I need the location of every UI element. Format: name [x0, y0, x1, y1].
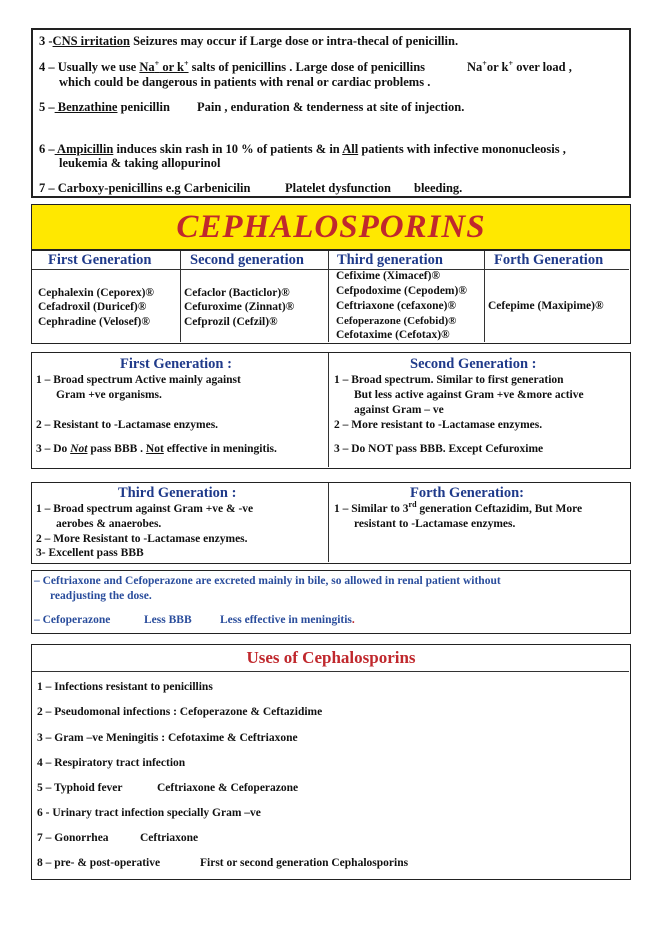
first-gen-point-1: 1 – Broad spectrum Active mainly against	[36, 374, 241, 386]
fourth-gen-point-1: 1 – Similar to 3rd generation Ceftazidim, But More	[334, 500, 583, 515]
note-7: 7 – Carboxy-penicillins e.g Carbenicilin	[39, 181, 251, 195]
first-gen-drug: Cefadroxil (Duricef)®	[38, 301, 147, 313]
note-5: 5 – Benzathine penicillin	[39, 100, 170, 114]
first-gen-point-3: 3 – Do Not pass BBB . Not effective in meningitis.	[36, 443, 277, 455]
use-item-6: 6 - Urinary tract infection specially Gram –ve	[37, 807, 261, 819]
second-gen-drug: Cefprozil (Cefzil)®	[184, 316, 278, 328]
first-gen-point-1b: Gram +ve organisms.	[56, 389, 162, 401]
note-7-mid: Platelet dysfunction	[285, 181, 391, 195]
first-gen-drug: Cephalexin (Ceporex)®	[38, 287, 155, 299]
use-item-7: 7 – Gonorrhea	[37, 832, 109, 844]
use-item-1: 1 – Infections resistant to penicillins	[37, 681, 213, 693]
use-item-8: 8 – pre- & post-operative	[37, 857, 161, 869]
second-gen-point-1b: But less active against Gram +ve &more active	[354, 389, 584, 401]
use-item-8-right: First or second generation Cephalosporins	[200, 857, 409, 869]
note-3: 3 -CNS irritation Seizures may occur if Large dose or intra-thecal of penicillin.	[39, 34, 459, 48]
use-item-2: 2 – Pseudomonal infections : Cefoperazone & Ceftazidime	[37, 706, 323, 718]
note-4-line2: which could be dangerous in patients with renal or cardiac problems .	[59, 75, 431, 89]
use-item-5-right: Ceftriaxone & Cefoperazone	[157, 782, 299, 794]
second-gen-drug: Cefaclor (Bacticlor)®	[184, 287, 290, 299]
third-gen-drug: Cefpodoxime (Cepodem)®	[336, 285, 467, 297]
page-title: CEPHALOSPORINS	[176, 209, 486, 245]
header-second-generation: Second generation	[190, 252, 304, 268]
second-gen-title: Second Generation :	[410, 356, 537, 372]
note-6-line2: leukemia & taking allopurinol	[59, 156, 221, 170]
note-7-right: bleeding.	[414, 181, 463, 195]
first-second-gen-box	[31, 352, 631, 469]
second-gen-drug: Cefuroxime (Zinnat)®	[184, 301, 295, 313]
first-gen-drug: Cephradine (Velosef)®	[38, 316, 150, 328]
third-gen-point-3: 3- Excellent pass BBB	[36, 547, 144, 559]
third-gen-point-2: 2 – More Resistant to -Lactamase enzymes.	[36, 533, 248, 545]
second-gen-point-1: 1 – Broad spectrum. Similar to first generation	[334, 374, 564, 386]
excretion-notes-box	[31, 570, 631, 634]
uses-title: Uses of Cephalosporins	[246, 648, 416, 667]
excretion-note-1: – Ceftriaxone and Cefoperazone are excreted mainly in bile, so allowed in renal patient without	[34, 575, 501, 587]
fourth-gen-drug: Cefepime (Maxipime)®	[488, 300, 604, 312]
cefoperazone-note-meningitis: Less effective in meningitis.	[220, 614, 355, 626]
third-gen-drug: Cefotaxime (Cefotax)®	[336, 329, 450, 341]
second-gen-point-1c: against Gram – ve	[354, 404, 444, 416]
note-6: 6 – Ampicillin induces skin rash in 10 % of patients & in All patients with infective mononucleosis ,	[39, 142, 566, 156]
note-5-right: Pain , enduration & tenderness at site of injection.	[197, 100, 465, 114]
third-gen-drug: Cefoperazone (Cefobid)®	[336, 315, 457, 327]
third-fourth-gen-box	[31, 482, 631, 564]
header-fourth-generation: Forth Generation	[494, 252, 604, 268]
header-third-generation: Third generation	[337, 252, 443, 268]
second-gen-point-2: 2 – More resistant to -Lactamase enzymes.	[334, 419, 543, 431]
title-banner	[31, 204, 631, 250]
cefoperazone-note-bbb: Less BBB	[144, 614, 192, 626]
use-item-7-right: Ceftriaxone	[140, 832, 199, 844]
third-gen-title: Third Generation :	[118, 485, 237, 501]
third-gen-drug: Ceftriaxone (cefaxone)®	[336, 300, 457, 312]
excretion-note-1b: readjusting the dose.	[50, 590, 152, 602]
note-4-right: Na+or k+ over load ,	[467, 58, 572, 74]
generations-table	[31, 250, 631, 344]
first-gen-title: First Generation :	[120, 356, 232, 372]
fourth-gen-point-1c: resistant to -Lactamase enzymes.	[354, 518, 516, 530]
uses-box	[31, 644, 631, 880]
use-item-5: 5 – Typhoid fever	[37, 782, 123, 794]
first-gen-point-2: 2 – Resistant to -Lactamase enzymes.	[36, 419, 219, 431]
note-4: 4 – Usually we use Na+ or k+ salts of penicillins . Large dose of penicillins	[39, 58, 426, 74]
third-gen-point-1: 1 – Broad spectrum against Gram +ve & -ve	[36, 503, 254, 515]
use-item-4: 4 – Respiratory tract infection	[37, 757, 186, 769]
second-gen-point-3: 3 – Do NOT pass BBB. Except Cefuroxime	[334, 443, 544, 455]
penicillin-notes-box	[31, 28, 631, 198]
cefoperazone-note-label: – Cefoperazone	[34, 614, 111, 626]
fourth-gen-title: Forth Generation:	[410, 485, 524, 501]
header-first-generation: First Generation	[48, 252, 152, 268]
third-gen-point-1b: aerobes & anaerobes.	[56, 518, 162, 530]
use-item-3: 3 – Gram –ve Meningitis : Cefotaxime & Ceftriaxone	[37, 732, 298, 744]
third-gen-drug: Cefixime (Ximacef)®	[336, 270, 441, 282]
